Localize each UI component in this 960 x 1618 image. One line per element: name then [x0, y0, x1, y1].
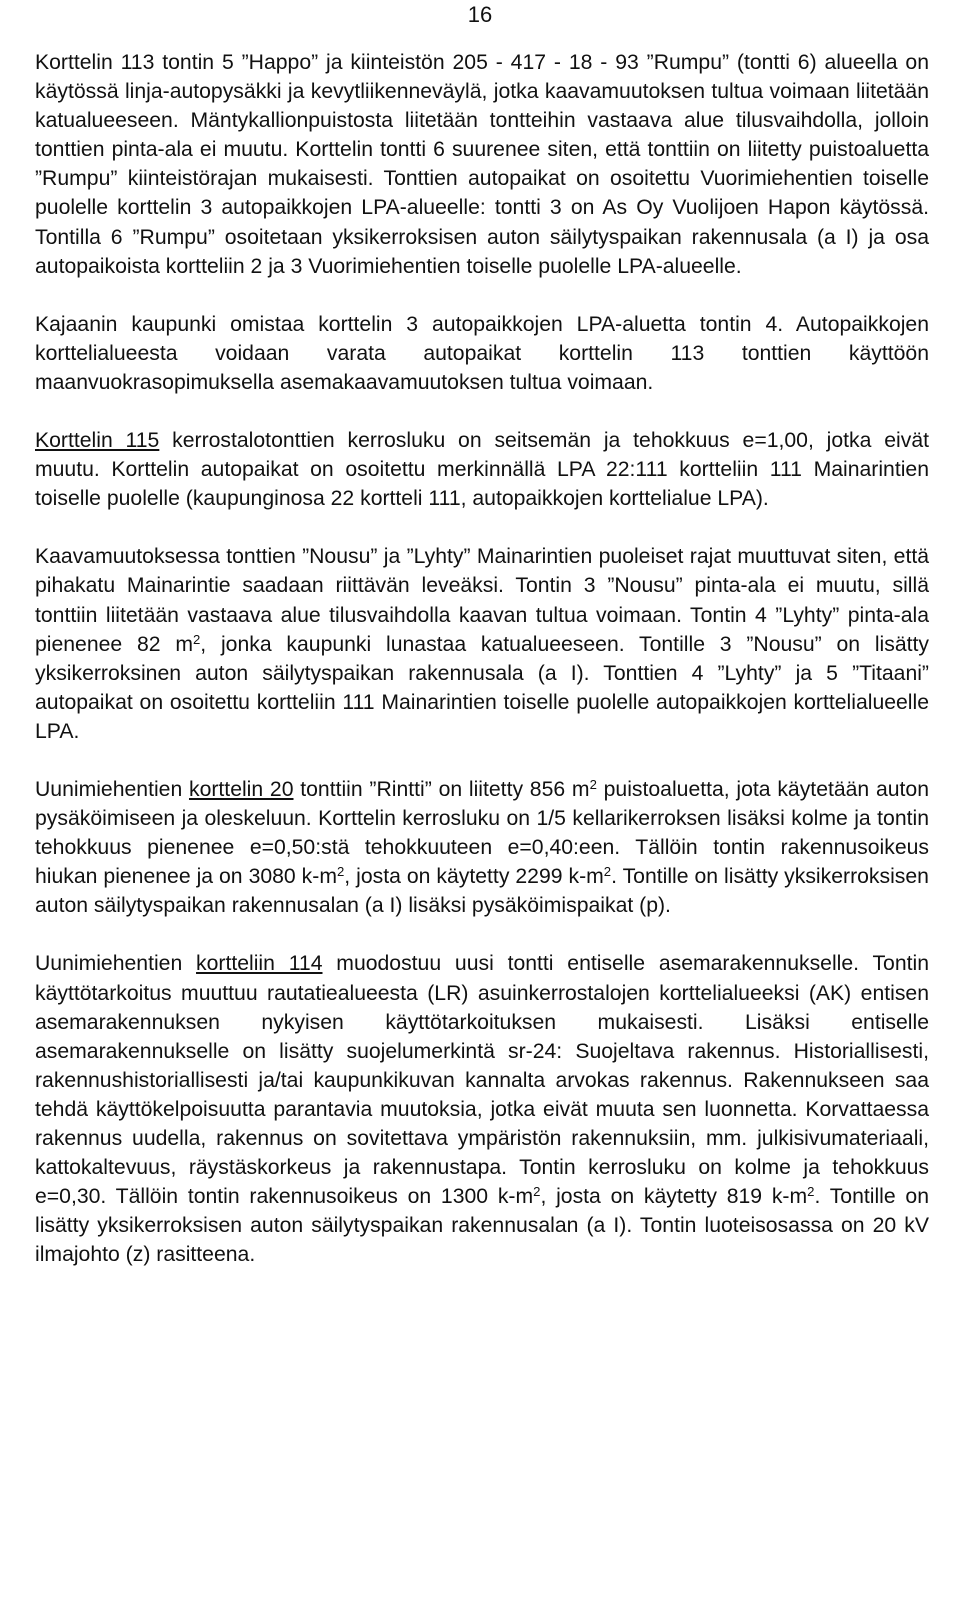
text-run: , jonka kaupunki lunastaa katualueeseen. Tontille 3 ”Nousu” on lisätty yksikerroksinen auton säilytyspaikan rakennusala (a I). Tonttien 4 ”Lyhty” ja 5 ”Titaani” autopaikat on osoitettu kortteliin 111 Mainarintien toiselle puolelle autopaikkojen korttelialueelle LPA.: [35, 632, 929, 743]
text-run: tonttiin ”Rintti” on liitetty 856 m: [293, 777, 590, 801]
text-run: Uunimiehentien: [35, 952, 197, 976]
paragraph: [35, 426, 929, 513]
text-run: . Tontille on lisätty yksikerroksisen auton säilytyspaikan rakennusalan (a I) lisäksi pysäköimispaikat (p).: [35, 865, 929, 918]
text-run: Kaavamuutoksessa tonttien ”Nousu” ja ”Lyhty” Mainarintien puoleiset rajat muuttuvat siten, että pihakatu Mainarintie saadaan riittävän leveäksi. Tontin 3 ”Nousu” pinta-ala ei muutu, sillä tonttiin liitetään vastaava alue tilusvaihdolla kaavan tultua voimaan. Tontin 4 ”Lyhty” pinta-ala pienenee 82 m: [35, 545, 929, 656]
page-number: 16: [467, 2, 493, 27]
underlined-text: kortteliin 114: [196, 952, 323, 976]
underlined-text: korttelin 20: [188, 777, 294, 801]
text-run: , josta on käytetty 819 k-m: [540, 1185, 808, 1209]
superscript: 2: [603, 864, 612, 880]
superscript: 2: [533, 1183, 541, 1199]
text-run: . Tontille on lisätty yksikerroksisen auton säilytyspaikan rakennusalan (a I). Tontin luoteisosassa on 20 kV ilmajohto (z) rasitteena.: [35, 1185, 929, 1267]
paragraph: [35, 542, 929, 746]
document-body: [35, 0, 929, 1269]
text-run: , josta on käytetty 2299 k-m: [344, 865, 604, 889]
text-run: Kajaanin kaupunki omistaa korttelin 3 autopaikkojen LPA-aluetta tontin 4. Autopaikkojen korttelialueesta voidaan varata autopaikat korttelin 113 tonttien käyttöön maanvuokrasopimuksella asemakaavamuutoksen tultua voimaan.: [35, 312, 929, 394]
superscript: 2: [336, 864, 345, 880]
paragraph: [35, 310, 929, 397]
text-run: kerrostalotonttien kerrosluku on seitsemän ja tehokkuus e=1,00, jotka eivät muutu. Korttelin autopaikat on osoitettu merkinnällä LPA 22:111 kortteliin 111 Mainarintien toiselle puolelle (kaupunginosa 22 kortteli 111, autopaikkojen korttelialue LPA).: [35, 429, 929, 511]
superscript: 2: [192, 631, 201, 647]
paragraph: [35, 949, 929, 1269]
underlined-text: Korttelin 115: [35, 429, 160, 453]
text-run: Korttelin 113 tontin 5 ”Happo” ja kiinteistön 205 - 417 - 18 - 93 ”Rumpu” (tontti 6) alueella on käytössä linja-autopysäkki ja kevytliikenneväylä, jotka kaavamuutoksen tultua voimaan liitetään katualueeseen. Mäntykallionpuistosta liitetään tontteihin vastaava alue tilusvaihdolla, jolloin tonttien pinta-ala ei muutu. Korttelin tontti 6 suurenee siten, että tonttiin on liitetty puistoaluetta ”Rumpu” kiinteistörajan mukaisesti. Tonttien autopaikat on osoitettu Vuorimiehentien toiselle puolelle korttelin 3 autopaikkojen LPA-alueelle: tontti 3 on As Oy Vuolijoen Hapon käytössä. Tontilla 6 ”Rumpu” osoitetaan yksikerroksisen auton säilytyspaikan rakennusala (a I) ja osa autopaikoista kortteliin 2 ja 3 Vuorimiehentien toiselle puolelle LPA-alueelle.: [35, 51, 929, 278]
text-run: puistoaluetta, jota käytetään auton pysäköimiseen ja oleskeluun. Korttelin kerrosluku on 1/5 kellarikerroksen lisäksi kolme ja tontin tehokkuus pienenee e=0,50:stä tehokkuuteen e=0,40:een. Tällöin tontin rakennusoikeus hiukan pienenee ja on 3080 k-m: [35, 777, 929, 889]
paragraph: [35, 48, 929, 281]
superscript: 2: [589, 776, 597, 792]
superscript: 2: [807, 1183, 815, 1199]
paragraph: [35, 775, 929, 920]
text-run: muodostuu uusi tontti entiselle asemarakennukselle. Tontin käyttötarkoitus muuttuu rautatiealueesta (LR) asuinkerrostalojen korttelialueeksi (AK) entisen asemarakennuksen nykyisen käyttötarkoituksen mukaisesti. Lisäksi entiselle asemarakennukselle on lisätty suojelumerkintä sr-24: Suojeltava rakennus. Historiallisesti, rakennushistoriallisesti ja/tai kaupunkikuvan kannalta arvokas rakennus. Rakennukseen saa tehdä käyttökelpoisuutta parantavia muutoksia, jotka eivät muuta sen luonnetta. Korvattaessa rakennus uudella, rakennus on sovitettava ympäristön rakennuksiin, mm. julkisivumateriaali, kattokaltevuus, räystäskorkeus ja rakennustapa. Tontin kerrosluku on kolme ja tehokkuus e=0,30. Tällöin tontin rakennusoikeus on 1300 k-m: [35, 952, 929, 1209]
text-run: Uunimiehentien: [35, 777, 189, 801]
